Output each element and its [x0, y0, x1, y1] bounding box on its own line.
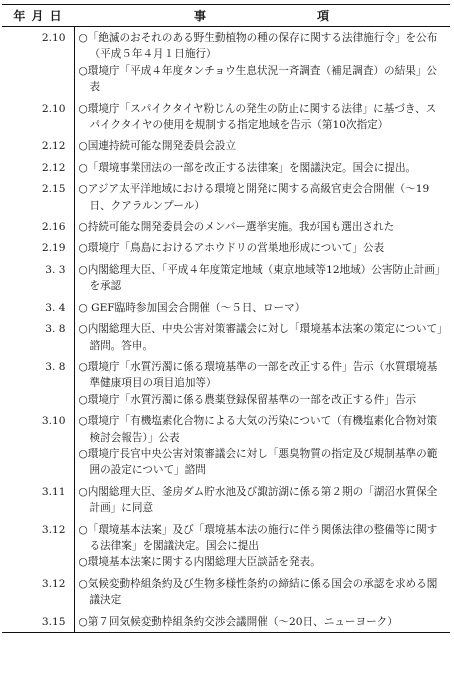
- event-entry: ○内閣総理大臣、中央公害対策審議会に対し「環境基本法案の策定について」諮問。答申。: [78, 323, 443, 352]
- row-date: 3. 4: [2, 297, 74, 318]
- row-date: 3.11: [2, 481, 74, 519]
- row-events: [74, 481, 450, 519]
- row-date: 2.12: [2, 135, 74, 156]
- row-events: [74, 27, 450, 98]
- event-entry: ○内閣総理大臣、「平成４年度策定地域（東京地域等12地域）公害防止計画」を承認: [78, 263, 446, 293]
- table-row: [2, 135, 450, 156]
- event-entry: ○内閣総理大臣、釜房ダム貯水池及び諏訪湖に係る第２期の「湖沼水質保全計画」に同意: [78, 485, 438, 515]
- chronology-body: [2, 27, 450, 633]
- table-row: [2, 611, 450, 633]
- row-events: [74, 157, 450, 178]
- row-events: [74, 519, 450, 573]
- row-date: 3.15: [2, 611, 74, 633]
- event-header-char-2: 項: [317, 9, 331, 23]
- event-entry: ○環境庁「鳥島におけるアホウドリの営巣地形成について」公表: [78, 242, 385, 255]
- event-entry: ○環境庁長官中央公害対策審議会に対し「悪臭物質の指定及び規制基準の範囲の設定について」諮問: [78, 447, 438, 477]
- event-entry: ○「絶滅のおそれのある野生動植物の種の保存に関する法律施行令」を公布（平成５年４月１日施行）: [78, 32, 438, 61]
- row-events: [74, 573, 450, 611]
- row-events: [74, 237, 450, 258]
- row-date: 2.16: [2, 216, 74, 237]
- table-row: [2, 410, 450, 481]
- row-events: [74, 611, 450, 633]
- table-row: [2, 356, 450, 410]
- row-events: [74, 135, 450, 156]
- row-date: 3. 3: [2, 259, 74, 297]
- table-row: [2, 178, 450, 216]
- row-events: [74, 297, 450, 318]
- table-row: [2, 519, 450, 573]
- table-header-row: [2, 5, 450, 27]
- row-events: [74, 410, 450, 481]
- table-row: [2, 27, 450, 98]
- row-events: [74, 259, 450, 297]
- row-date: 3. 8: [2, 318, 74, 356]
- event-entry: ○「環境基本法案」及び「環境基本法の施行に伴う関係法律の整備等に関する法律案」を閣議決定。国会に提出: [78, 523, 438, 552]
- chronology-table: [2, 4, 450, 633]
- row-events: [74, 356, 450, 410]
- row-date: 3.10: [2, 410, 74, 481]
- row-events: [74, 178, 450, 216]
- event-header-char-1: 事: [193, 9, 207, 23]
- table-row: [2, 157, 450, 178]
- table-row: [2, 259, 450, 297]
- event-entry: ○持続可能な開発委員会のメンバー選挙実施。我が国も選出された: [78, 221, 395, 234]
- event-entry: ○アジア太平洋地域における環境と開発に関する高級官吏会合開催（〜19日、クアラルンプール）: [78, 183, 430, 212]
- event-entry: ○環境庁「有機塩素化合物による大気の汚染について（有機塩素化合物対策検討会報告）」公表: [78, 415, 438, 444]
- row-date: 3.12: [2, 573, 74, 611]
- row-date: 2.15: [2, 178, 74, 216]
- event-entry: ○環境庁「水質汚濁に係る環境基準の一部を改正する件」告示（水質環境基準健康項目の項目追加等）: [78, 360, 438, 390]
- event-entry: ○環境庁「水質汚濁に係る農薬登録保留基準の一部を改正する件」告示: [78, 393, 417, 406]
- row-date: 2.19: [2, 237, 74, 258]
- event-column-header: [74, 5, 450, 27]
- event-entry: ○環境庁「平成４年度タンチョウ生息状況一斉調査（補足調査）の結果」公表: [78, 64, 438, 94]
- row-events: [74, 98, 450, 136]
- row-date: 2.10: [2, 98, 74, 136]
- row-date: 2.10: [2, 27, 74, 98]
- row-date: 2.12: [2, 157, 74, 178]
- table-row: [2, 573, 450, 611]
- event-entry: ○第７回気候変動枠組条約交渉会議開催（〜20日、ニューヨーク）: [78, 615, 398, 628]
- event-entry: ○「環境事業団法の一部を改正する法律案」を閣議決定。国会に提出。: [78, 161, 417, 174]
- table-row: [2, 481, 450, 519]
- event-entry: ○国連持続可能な開発委員会設立: [78, 140, 237, 153]
- table-row: [2, 216, 450, 237]
- event-entry: ○環境基本法案に関する内閣総理大臣談話を発表。: [78, 556, 321, 569]
- event-entry: ○気候変動枠組条約及び生物多様性条約の締結に係る国会の承認を求める閣議決定: [78, 577, 438, 607]
- table-row: [2, 318, 450, 356]
- table-row: [2, 98, 450, 136]
- row-date: 3.12: [2, 519, 74, 573]
- row-date: 3. 8: [2, 356, 74, 410]
- table-row: [2, 237, 450, 258]
- row-events: [74, 318, 450, 356]
- event-entry: ○ GEF臨時参加国会合開催（〜５日、ローマ）: [78, 301, 306, 314]
- date-column-header: 年 月 日: [2, 5, 74, 27]
- table-row: [2, 297, 450, 318]
- row-events: [74, 216, 450, 237]
- event-entry: ○環境庁「スパイクタイヤ粉じんの発生の防止に関する法律」に基づき、スパイクタイヤの使用を規制する指定地域を告示（第10次指定）: [78, 102, 437, 132]
